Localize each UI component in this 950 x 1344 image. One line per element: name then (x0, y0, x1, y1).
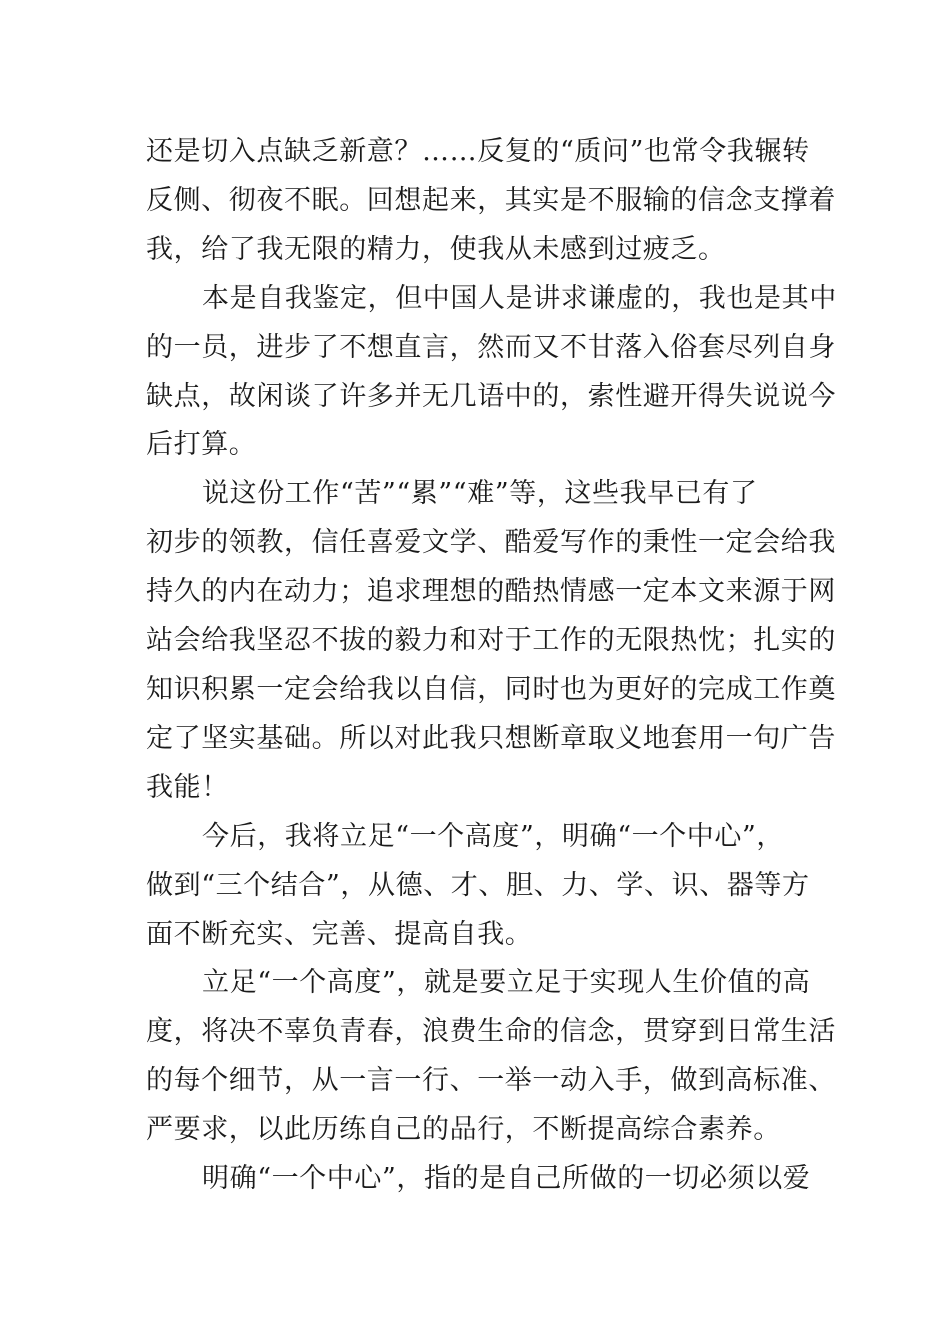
text-line: 还是切入点缺乏新意？……反复的“质问”也常令我辗转 (146, 136, 810, 167)
document-body (146, 128, 837, 1204)
paragraph-5 (146, 959, 836, 1155)
text-line: 面不断充实、完善、提高自我。 (146, 918, 533, 950)
text-line: 缺点，故闲谈了许多并无几语中的，索性避开得失说说今 (146, 380, 836, 412)
text-line: 严要求，以此历练自己的品行，不断提高综合素养。 (146, 1114, 781, 1146)
paragraph-4 (146, 813, 810, 960)
paragraph-2 (146, 275, 837, 471)
text-line: 持久的内在动力；追求理想的酷热情感一定本文来源于网 (146, 576, 836, 608)
text-line: 我，给了我无限的精力，使我从未感到过疲乏。 (146, 233, 726, 265)
text-line: 的每个细节，从一言一行、一举一动入手，做到高标准、 (146, 1065, 836, 1097)
text-line: 站会给我坚忍不拔的毅力和对于工作的无限热忱；扎实的 (146, 625, 836, 657)
text-line: 定了坚实基础。所以对此我只想断章取义地套用一句广告 (146, 722, 836, 754)
text-line: 度，将决不辜负青春，浪费生命的信念，贯穿到日常生活 (146, 1016, 836, 1048)
paragraph-3 (146, 470, 836, 812)
text-line: 我能！ (146, 771, 229, 803)
text-line: 后打算。 (146, 429, 257, 461)
text-line: 今后，我将立足“一个高度”，明确“一个中心”， (202, 820, 785, 852)
text-line: 明确“一个中心”，指的是自己所做的一切必须以爱 (202, 1163, 811, 1195)
text-line: 知识积累一定会给我以自信，同时也为更好的完成工作奠 (146, 673, 836, 705)
text-line: 立足“一个高度”，就是要立足于实现人生价值的高 (202, 967, 811, 999)
text-line: 的一员，进步了不想直言，然而又不甘落入俗套尽列自身 (146, 331, 836, 363)
text-line: 说这份工作“苦”“累”“难”等，这些我早已有了 (202, 478, 758, 510)
text-line: 反侧、彻夜不眠。回想起来，其实是不服输的信念支撑着 (146, 184, 836, 216)
paragraph-1 (146, 128, 836, 275)
paragraph-6 (146, 1155, 811, 1204)
text-line: 初步的领教，信任喜爱文学、酷爱写作的秉性一定会给我 (146, 527, 836, 559)
text-line: 做到“三个结合”，从德、才、胆、力、学、识、器等方 (146, 869, 810, 901)
text-line: 本是自我鉴定，但中国人是讲求谦虚的，我也是其中 (202, 282, 837, 314)
